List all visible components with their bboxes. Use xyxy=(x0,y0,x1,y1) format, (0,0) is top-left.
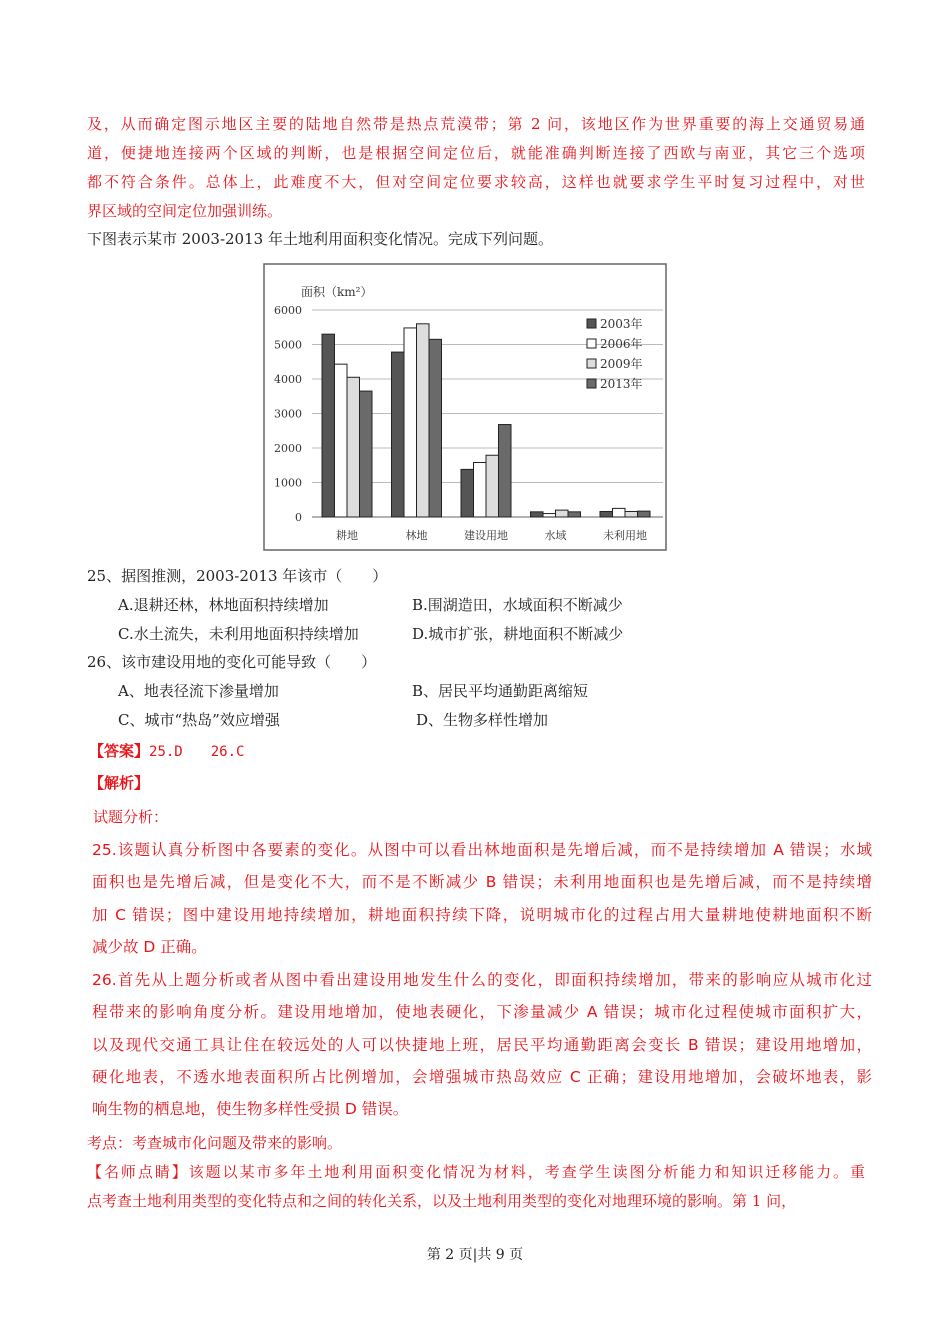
q26-option-b: B、居民平均通勤距离缩短 xyxy=(412,682,589,700)
bar-2009年-林地 xyxy=(417,324,430,517)
legend-label: 2003年 xyxy=(600,317,643,331)
analysis-label: 【解析】 xyxy=(89,774,150,792)
text-line: 25.该题认真分析图中各要素的变化。从图中可以看出林地面积是先增后减，而不是持续增加 A 错误；水域 xyxy=(92,841,872,859)
text-line: 响生物的栖息地，使生物多样性受损 D 错误。 xyxy=(92,1100,409,1119)
bar-2006年-未利用地 xyxy=(613,508,626,517)
y-tick-label: 2000 xyxy=(274,442,302,455)
text-line: 都不符合条件。总体上，此难度不大，但对空间定位要求较高，这样也就要求学生平时复习过程中，对世 xyxy=(87,173,865,191)
bar-2013年-林地 xyxy=(429,339,442,517)
legend-swatch xyxy=(587,379,596,388)
legend-label: 2013年 xyxy=(600,377,643,391)
page-footer: 第 2 页|共 9 页 xyxy=(426,1247,524,1263)
legend-swatch xyxy=(587,319,596,328)
text-line: 以及现代交通工具让住在较远处的人可以快捷地上班，居民平均通勤距离会变长 B 错误；建设用地增加， xyxy=(92,1035,872,1054)
x-tick-label: 建设用地 xyxy=(464,529,508,542)
x-tick-label: 林地 xyxy=(405,529,428,542)
land-use-bar-chart xyxy=(263,263,667,551)
bar-2003年-耕地 xyxy=(322,334,335,517)
bar-2009年-未利用地 xyxy=(625,511,638,517)
legend-swatch xyxy=(587,339,596,348)
bar-2006年-耕地 xyxy=(335,364,348,517)
text-line: 面积也是先增后减，但是变化不大，而不是不断减少 B 错误；未利用地面积也是先增后减，而不是持续增 xyxy=(92,873,872,892)
q26-stem: 26、该市建设用地的变化可能导致（ ） xyxy=(87,653,377,671)
bar-2003年-林地 xyxy=(392,352,405,517)
y-tick-label: 1000 xyxy=(274,476,302,490)
answer-label: 【答案】 xyxy=(89,742,150,760)
text-line: 减少故 D 正确。 xyxy=(92,937,207,956)
analysis-26 xyxy=(92,964,872,1125)
legend-label: 2009年 xyxy=(600,357,643,371)
y-tick-label: 3000 xyxy=(274,407,302,421)
text-line: 界区域的空间定位加强训练。 xyxy=(87,202,283,220)
legend-label: 2006年 xyxy=(600,337,643,351)
x-tick-label: 耕地 xyxy=(336,529,358,542)
text-line: 点考查土地利用类型的变化特点和之间的转化关系，以及土地利用类型的变化对地理环境的影响。第 1 问， xyxy=(87,1192,797,1210)
q26-option-a: A、地表径流下渗量增加 xyxy=(118,682,279,700)
teacher-comment xyxy=(87,1158,865,1216)
bar-2003年-建设用地 xyxy=(461,469,474,517)
text-line: 硬化地表，不透水地表面积所占比例增加，会增强城市热岛效应 C 正确；建设用地增加，会破坏地表，影 xyxy=(92,1067,872,1086)
answer-row xyxy=(89,740,244,761)
text-line: 加 C 错误；图中建设用地持续增加，耕地面积持续下降，说明城市化的过程占用大量耕地使耕地面积不断 xyxy=(92,905,872,924)
q25-stem: 25、据图推测，2003-2013 年该市（ ） xyxy=(87,567,388,585)
q26-option-d: D、生物多样性增加 xyxy=(416,711,549,729)
q25-option-b: B.围湖造田，水域面积不断减少 xyxy=(412,596,623,614)
bar-2006年-建设用地 xyxy=(474,462,487,517)
intro-paragraph xyxy=(87,110,865,226)
q26-option-c: C、城市“热岛”效应增强 xyxy=(118,711,280,729)
q25-option-c: C.水土流失，未利用地面积持续增加 xyxy=(118,625,359,643)
text-line: 程带来的影响角度分析。建设用地增加，使地表硬化，下渗量减少 A 错误；城市化过程使城市面积扩大， xyxy=(92,1003,872,1022)
y-tick-label: 0 xyxy=(295,511,302,524)
text-line: 26.首先从上题分析或者从图中看出建设用地发生什么的变化，即面积持续增加，带来的影响应从城市化过 xyxy=(92,971,872,989)
analysis-25 xyxy=(92,834,872,963)
q25-option-d: D.城市扩张，耕地面积不断减少 xyxy=(412,625,624,643)
y-tick-label: 6000 xyxy=(274,304,302,317)
bar-2006年-水域 xyxy=(543,514,556,517)
text-line: 及，从而确定图示地区主要的陆地自然带是热点荒漠带；第 2 问，该地区作为世界重要的海上交通贸易通 xyxy=(87,115,865,133)
q25-option-a: A.退耕还林，林地面积持续增加 xyxy=(118,596,329,614)
bar-2013年-建设用地 xyxy=(499,425,512,517)
bar-2003年-水域 xyxy=(531,512,544,517)
bar-2009年-建设用地 xyxy=(486,455,499,517)
legend-swatch xyxy=(587,359,596,368)
bar-2006年-林地 xyxy=(404,328,417,517)
text-line: 【名师点睛】该题以某市多年土地利用面积变化情况为材料，考查学生读图分析能力和知识迁移能力。重 xyxy=(87,1163,865,1181)
y-axis-label: 面积（km²） xyxy=(301,285,373,299)
question-intro: 下图表示某市 2003-2013 年土地利用面积变化情况。完成下列问题。 xyxy=(87,230,553,248)
analysis-subtitle: 试题分析： xyxy=(93,808,169,826)
y-tick-label: 4000 xyxy=(274,373,302,386)
bar-2003年-未利用地 xyxy=(600,511,613,517)
y-tick-label: 5000 xyxy=(274,338,302,352)
bar-2009年-耕地 xyxy=(347,377,360,517)
bar-2013年-耕地 xyxy=(360,391,373,517)
bar-2009年-水域 xyxy=(556,510,569,517)
bar-2013年-未利用地 xyxy=(638,511,651,517)
answer-value: 25.D 26.C xyxy=(149,744,245,760)
x-tick-label: 水域 xyxy=(544,529,567,542)
bar-2013年-水域 xyxy=(568,512,581,517)
text-line: 道，便捷地连接两个区域的判断，也是根据空间定位后，就能准确判断连接了西欧与南亚，其它三个选项 xyxy=(87,144,865,162)
kaodian: 考点：考查城市化问题及带来的影响。 xyxy=(87,1134,343,1152)
x-tick-label: 未利用地 xyxy=(603,529,647,542)
